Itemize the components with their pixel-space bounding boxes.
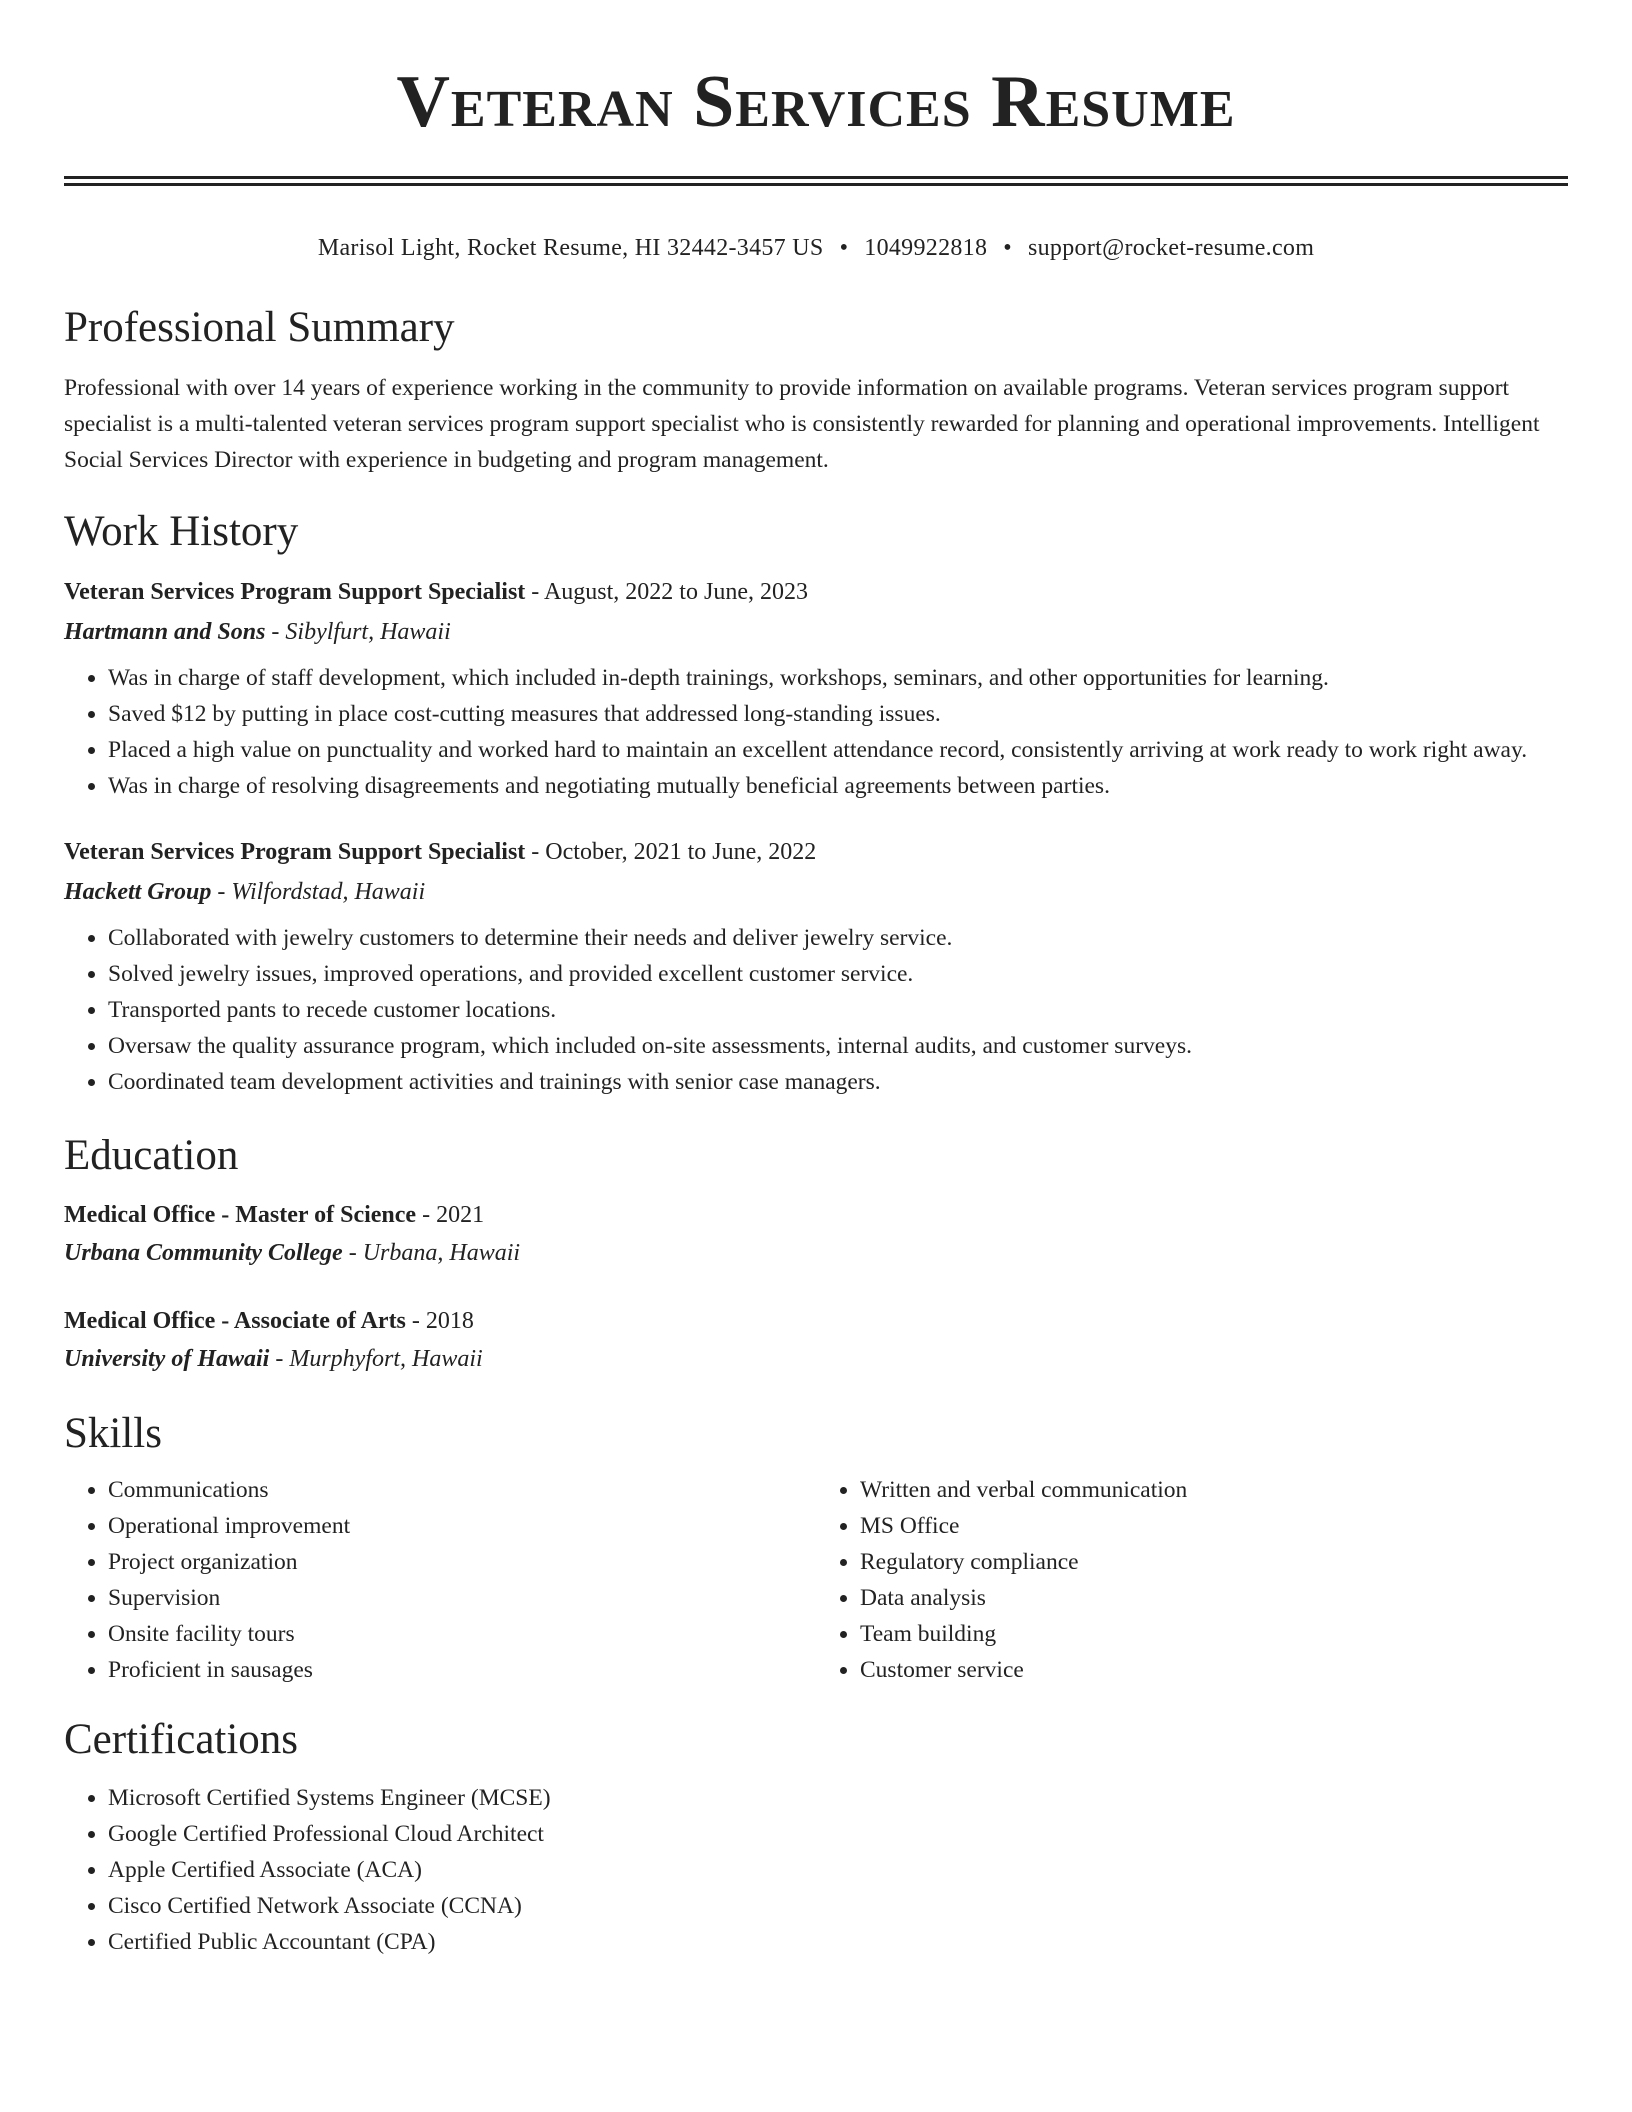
skill-item: • MS Office xyxy=(860,1508,1568,1544)
education-school: Urbana Community College xyxy=(64,1240,343,1266)
job-title: Veteran Services Program Support Specialist xyxy=(64,839,526,865)
education-school-line: University of Hawaii - Murphyfort, Hawaii xyxy=(64,1346,483,1372)
contact-email: support@rocket-resume.com xyxy=(1027,235,1315,261)
job-location: Sibylfurt, Hawaii xyxy=(285,619,451,645)
skill-item: • Regulatory compliance xyxy=(860,1544,1568,1580)
job-entry xyxy=(64,832,1568,1100)
list-item: • Oversaw the quality assurance program, which included on-site assessments, internal audits, and customer surveys. xyxy=(108,1028,1568,1064)
job-location: Wilfordstad, Hawaii xyxy=(231,879,426,905)
skill-item: • Customer service xyxy=(860,1652,1568,1688)
skills-columns xyxy=(64,1472,1568,1688)
skills-heading: Skills xyxy=(64,1410,162,1457)
job-dates: August, 2022 to June, 2023 xyxy=(543,579,808,605)
list-item: • Placed a high value on punctuality and worked hard to maintain an excellent attendance record, consistently arriving at work ready to work right away. xyxy=(108,732,1568,768)
job-company: Hartmann and Sons xyxy=(64,619,266,645)
education-degree: Medical Office - Associate of Arts xyxy=(64,1308,406,1334)
resume-title: Veteran Services Resume xyxy=(396,61,1236,143)
education-header: Medical Office - Associate of Arts - 2018 xyxy=(64,1308,474,1334)
certification-item: • Certified Public Accountant (CPA) xyxy=(108,1924,1568,1960)
certification-item: • Google Certified Professional Cloud Architect xyxy=(108,1816,1568,1852)
summary-text: Professional with over 14 years of experience working in the community to provide information on available programs. Veteran services program support specialist is a multi-talented veteran services program support specialist who is consistently rewarded for planning and operational improvements. Intelligent Social Services Director with experience in budgeting and program management. xyxy=(64,375,1540,473)
education-location: Urbana, Hawaii xyxy=(362,1240,521,1266)
education-year: 2021 xyxy=(436,1202,485,1228)
skills-list-right xyxy=(816,1472,1568,1688)
list-item: • Coordinated team development activities and trainings with senior case managers. xyxy=(108,1064,1568,1100)
summary-heading: Professional Summary xyxy=(64,304,455,351)
contact-separator: • xyxy=(839,235,849,261)
certification-item: • Apple Certified Associate (ACA) xyxy=(108,1852,1568,1888)
job-employer: Hartmann and Sons - Sibylfurt, Hawaii xyxy=(64,619,451,645)
education-year: 2018 xyxy=(425,1308,474,1334)
skills-list-left xyxy=(64,1472,816,1688)
list-item: • Transported pants to recede customer locations. xyxy=(108,992,1568,1028)
job-duties-list xyxy=(64,920,1568,1100)
certification-item: • Microsoft Certified Systems Engineer (MCSE) xyxy=(108,1780,1568,1816)
job-dates: October, 2021 to June, 2022 xyxy=(545,839,817,865)
certification-item: • Cisco Certified Network Associate (CCNA) xyxy=(108,1888,1568,1924)
job-employer: Hackett Group - Wilfordstad, Hawaii xyxy=(64,879,426,905)
skill-item: • Project organization xyxy=(108,1544,816,1580)
skill-item: • Operational improvement xyxy=(108,1508,816,1544)
certifications-list xyxy=(64,1780,1568,1960)
skill-item: • Communications xyxy=(108,1472,816,1508)
education-school: University of Hawaii xyxy=(64,1346,270,1372)
list-item: • Saved $12 by putting in place cost-cutting measures that addressed long-standing issues. xyxy=(108,696,1568,732)
education-location: Murphyfort, Hawaii xyxy=(289,1346,483,1372)
contact-address: Marisol Light, Rocket Resume, HI 32442-3457 US xyxy=(317,235,824,261)
education-school-line: Urbana Community College - Urbana, Hawaii xyxy=(64,1240,521,1266)
list-item: • Was in charge of staff development, which included in-depth trainings, workshops, seminars, and other opportunities for learning. xyxy=(108,660,1568,696)
job-header: Veteran Services Program Support Specialist - August, 2022 to June, 2023 xyxy=(64,579,808,605)
title-double-rule xyxy=(64,176,1568,186)
education-entry xyxy=(64,1302,1568,1378)
job-duties-list xyxy=(64,660,1568,804)
list-item: • Collaborated with jewelry customers to determine their needs and deliver jewelry service. xyxy=(108,920,1568,956)
skill-item: • Written and verbal communication xyxy=(860,1472,1568,1508)
skill-item: • Onsite facility tours xyxy=(108,1616,816,1652)
job-title: Veteran Services Program Support Specialist xyxy=(64,579,526,605)
education-header: Medical Office - Master of Science - 2021 xyxy=(64,1202,485,1228)
education-entry xyxy=(64,1196,1568,1272)
education-heading: Education xyxy=(64,1132,239,1179)
skill-item: • Supervision xyxy=(108,1580,816,1616)
certifications-heading: Certifications xyxy=(64,1716,299,1763)
contact-phone: 1049922818 xyxy=(864,235,988,261)
list-item: • Solved jewelry issues, improved operations, and provided excellent customer service. xyxy=(108,956,1568,992)
work-history-heading: Work History xyxy=(64,508,299,555)
contact-separator: • xyxy=(1003,235,1012,261)
education-degree: Medical Office - Master of Science xyxy=(64,1202,417,1228)
list-item: • Was in charge of resolving disagreements and negotiating mutually beneficial agreements between parties. xyxy=(108,768,1568,804)
job-entry xyxy=(64,572,1568,804)
skill-item: • Data analysis xyxy=(860,1580,1568,1616)
job-header: Veteran Services Program Support Specialist - October, 2021 to June, 2022 xyxy=(64,839,817,865)
skill-item: • Proficient in sausages xyxy=(108,1652,816,1688)
skill-item: • Team building xyxy=(860,1616,1568,1652)
job-company: Hackett Group xyxy=(64,879,212,905)
contact-line xyxy=(64,232,1568,264)
